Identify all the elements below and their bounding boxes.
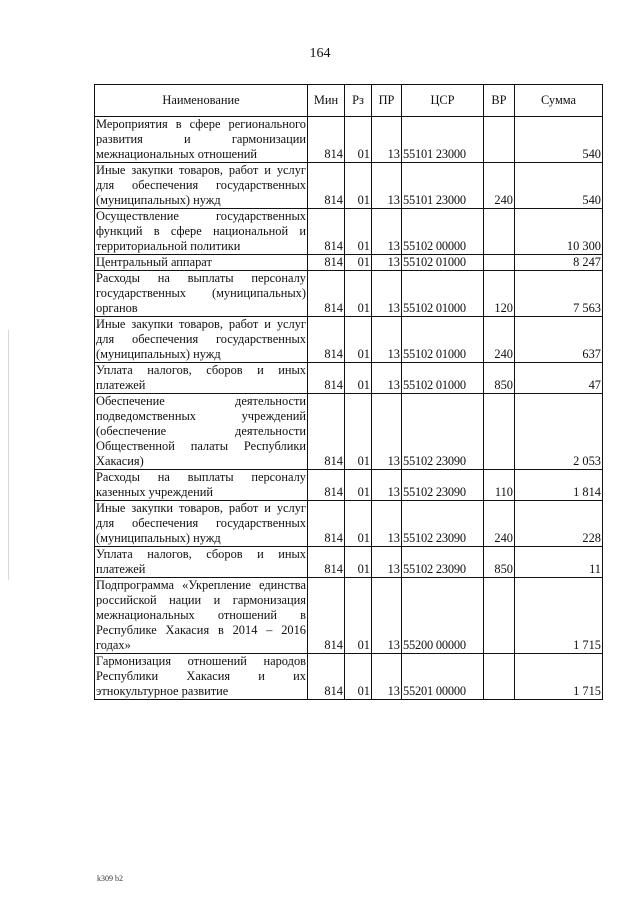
cell-vr: 850 (484, 363, 515, 394)
cell-sum: 540 (515, 163, 603, 209)
header-name: Наименование (95, 85, 308, 117)
table-row (95, 255, 603, 271)
cell-name: Мероприятия в сфере регионального развития и гармонизации межнациональных отношений (96, 117, 306, 161)
cell-sum: 1 814 (515, 470, 603, 501)
cell-pr: 13 (372, 255, 402, 271)
cell-pr: 13 (372, 363, 402, 394)
cell-pr: 13 (372, 163, 402, 209)
table-row (95, 317, 603, 363)
cell-min: 814 (308, 163, 345, 209)
cell-vr (484, 654, 515, 700)
cell-sum: 8 247 (515, 255, 603, 271)
cell-sum: 7 563 (515, 271, 603, 317)
cell-name: Иные закупки товаров, работ и услуг для обеспечения государственных (муниципальных) нужд (96, 501, 306, 545)
cell-pr: 13 (372, 271, 402, 317)
header-min: Мин (308, 85, 345, 117)
cell-rz: 01 (345, 209, 372, 255)
cell-csr: 55102 00000 (402, 209, 484, 255)
cell-min: 814 (308, 317, 345, 363)
cell-pr: 13 (372, 547, 402, 578)
cell-min: 814 (308, 654, 345, 700)
table-row (95, 578, 603, 654)
cell-name: Иные закупки товаров, работ и услуг для обеспечения государственных (муниципальных) нужд (96, 317, 306, 361)
cell-vr: 120 (484, 271, 515, 317)
header-pr: ПР (372, 85, 402, 117)
table-row (95, 654, 603, 700)
cell-vr (484, 394, 515, 470)
cell-vr: 240 (484, 163, 515, 209)
budget-table (94, 84, 603, 700)
cell-min: 814 (308, 547, 345, 578)
cell-rz: 01 (345, 394, 372, 470)
header-sum: Сумма (515, 85, 603, 117)
cell-vr: 240 (484, 317, 515, 363)
header-csr: ЦСР (402, 85, 484, 117)
cell-sum: 1 715 (515, 578, 603, 654)
cell-rz: 01 (345, 470, 372, 501)
cell-min: 814 (308, 394, 345, 470)
cell-pr: 13 (372, 209, 402, 255)
cell-csr: 55102 23090 (402, 501, 484, 547)
cell-vr: 850 (484, 547, 515, 578)
cell-name: Центральный аппарат (95, 255, 308, 271)
cell-rz: 01 (345, 271, 372, 317)
cell-rz: 01 (345, 255, 372, 271)
cell-min: 814 (308, 470, 345, 501)
cell-vr (484, 255, 515, 271)
cell-rz: 01 (345, 163, 372, 209)
cell-min: 814 (308, 209, 345, 255)
cell-name: Обеспечение деятельности подведомственных учреждений (обеспечение деятельности Общественной палаты Республики Хакасия) (96, 394, 306, 468)
cell-csr: 55200 00000 (402, 578, 484, 654)
page-number: 164 (309, 46, 331, 61)
footer-code: k309 b2 (97, 874, 123, 883)
cell-pr: 13 (372, 317, 402, 363)
cell-vr (484, 209, 515, 255)
cell-sum: 2 053 (515, 394, 603, 470)
cell-sum: 637 (515, 317, 603, 363)
cell-sum: 228 (515, 501, 603, 547)
cell-sum: 47 (515, 363, 603, 394)
cell-name: Осуществление государственных функций в сфере национальной и территориальной политики (96, 209, 306, 253)
scan-edge-mark (8, 330, 9, 580)
cell-csr: 55201 00000 (402, 654, 484, 700)
cell-sum: 540 (515, 117, 603, 163)
cell-rz: 01 (345, 547, 372, 578)
cell-pr: 13 (372, 501, 402, 547)
cell-rz: 01 (345, 117, 372, 163)
cell-pr: 13 (372, 654, 402, 700)
cell-name: Гармонизация отношений народов Республики Хакасия и их этнокультурное развитие (96, 654, 306, 698)
table-row (95, 547, 603, 578)
table-row (95, 163, 603, 209)
cell-csr: 55102 01000 (402, 317, 484, 363)
cell-min: 814 (308, 363, 345, 394)
cell-pr: 13 (372, 578, 402, 654)
cell-sum: 1 715 (515, 654, 603, 700)
cell-min: 814 (308, 255, 345, 271)
table-row (95, 209, 603, 255)
cell-csr: 55102 01000 (402, 363, 484, 394)
cell-csr: 55101 23000 (402, 117, 484, 163)
header-vr: ВР (484, 85, 515, 117)
table-row (95, 470, 603, 501)
cell-min: 814 (308, 117, 345, 163)
cell-rz: 01 (345, 317, 372, 363)
table-header-row (95, 85, 603, 117)
table-body (95, 117, 603, 700)
cell-csr: 55102 23090 (402, 470, 484, 501)
cell-name: Расходы на выплаты персоналу государственных (муниципальных) органов (96, 271, 306, 315)
cell-pr: 13 (372, 470, 402, 501)
cell-rz: 01 (345, 578, 372, 654)
cell-sum: 10 300 (515, 209, 603, 255)
cell-csr: 55102 01000 (402, 255, 484, 271)
cell-name: Иные закупки товаров, работ и услуг для обеспечения государственных (муниципальных) нужд (96, 163, 306, 207)
table-row (95, 501, 603, 547)
table-row (95, 117, 603, 163)
cell-csr: 55101 23000 (402, 163, 484, 209)
cell-min: 814 (308, 578, 345, 654)
cell-pr: 13 (372, 117, 402, 163)
table-row (95, 271, 603, 317)
cell-csr: 55102 01000 (402, 271, 484, 317)
cell-rz: 01 (345, 363, 372, 394)
cell-vr: 240 (484, 501, 515, 547)
table-row (95, 394, 603, 470)
cell-vr: 110 (484, 470, 515, 501)
cell-pr: 13 (372, 394, 402, 470)
cell-min: 814 (308, 501, 345, 547)
table-row (95, 363, 603, 394)
cell-sum: 11 (515, 547, 603, 578)
header-rz: Рз (345, 85, 372, 117)
cell-csr: 55102 23090 (402, 394, 484, 470)
cell-name: Подпрограмма «Укрепление единства российской нации и гармонизация межнациональных отношений в Республике Хакасия в 2014 – 2016 годах» (96, 578, 306, 652)
cell-vr (484, 578, 515, 654)
cell-vr (484, 117, 515, 163)
cell-rz: 01 (345, 501, 372, 547)
cell-csr: 55102 23090 (402, 547, 484, 578)
cell-name: Уплата налогов, сборов и иных платежей (96, 547, 306, 576)
cell-min: 814 (308, 271, 345, 317)
cell-name: Уплата налогов, сборов и иных платежей (96, 363, 306, 392)
cell-name: Расходы на выплаты персоналу казенных учреждений (96, 470, 306, 499)
cell-rz: 01 (345, 654, 372, 700)
